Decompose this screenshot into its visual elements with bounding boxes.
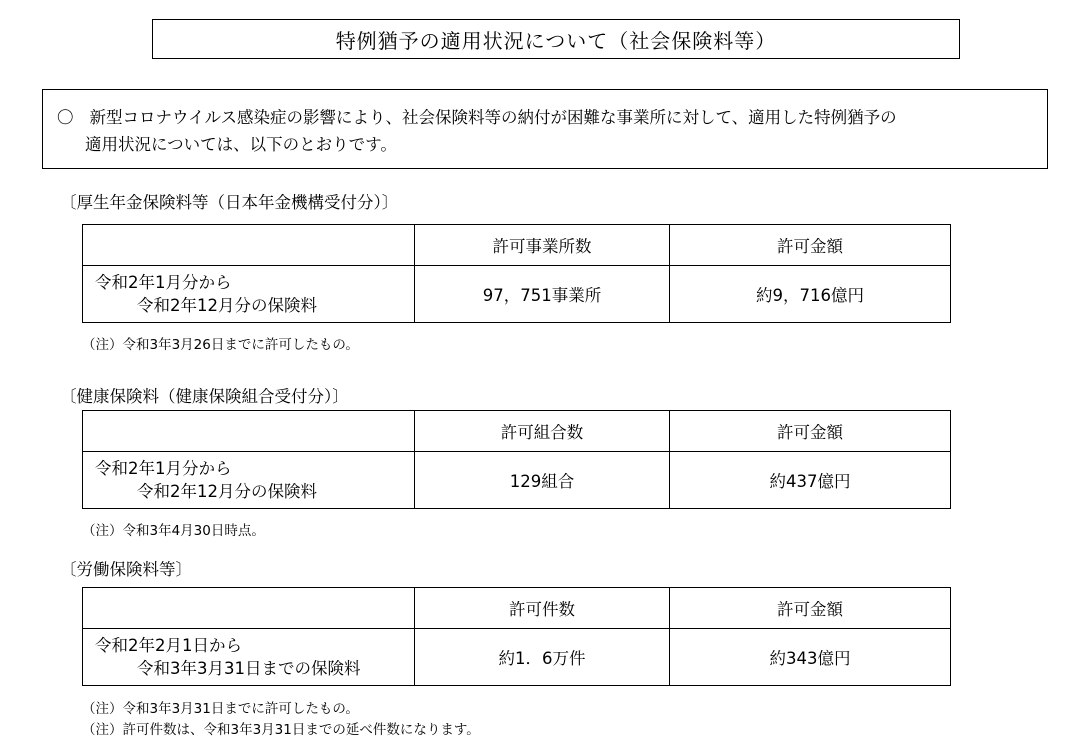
table-row (83, 629, 951, 686)
intro-line-1 (57, 104, 1031, 131)
period-line-1: 令和2年2月1日から (95, 636, 242, 655)
table-health (82, 410, 951, 509)
table-pension (82, 224, 951, 323)
header-amount: 許可金額 (670, 411, 951, 452)
header-amount: 許可金額 (670, 588, 951, 629)
header-amount: 許可金額 (670, 225, 951, 266)
period-line-2: 令和3年3月31日までの保険料 (137, 659, 361, 678)
note-health: （注）令和3年4月30日時点。 (82, 523, 265, 539)
period-cell (83, 452, 415, 509)
period-line-2: 令和2年12月分の保険料 (137, 482, 317, 501)
note-labor-1: （注）令和3年3月31日までに許可したもの。 (82, 701, 359, 717)
period-line-2: 令和2年12月分の保険料 (137, 296, 317, 315)
header-empty-cell (83, 225, 415, 266)
page-title: 特例猶予の適用状況について（社会保険料等） (152, 19, 960, 59)
count-cell: 129組合 (415, 452, 670, 509)
count-cell: 97，751事業所 (415, 266, 670, 323)
bullet-circle-icon: 〇 (57, 108, 74, 127)
table-header-row (83, 225, 951, 266)
table-header-row (83, 411, 951, 452)
table-labor (82, 587, 951, 686)
header-count: 許可組合数 (415, 411, 670, 452)
intro-text-1: 新型コロナウイルス感染症の影響により、社会保険料等の納付が困難な事業所に対して、適用した特例猶予の (89, 108, 897, 127)
section-heading-labor: 〔労働保険料等〕 (60, 560, 192, 579)
table-header-row (83, 588, 951, 629)
table-row (83, 452, 951, 509)
count-cell: 約1．6万件 (415, 629, 670, 686)
section-heading-health: 〔健康保険料（健康保険組合受付分）〕 (60, 387, 349, 406)
note-pension: （注）令和3年3月26日までに許可したもの。 (82, 337, 359, 353)
period-cell (83, 629, 415, 686)
amount-cell: 約343億円 (670, 629, 951, 686)
period-line-1: 令和2年1月分から (95, 273, 232, 292)
period-line-1: 令和2年1月分から (95, 459, 232, 478)
note-labor-2: （注）許可件数は、令和3年3月31日までの延べ件数になります。 (82, 722, 480, 738)
header-empty-cell (83, 588, 415, 629)
header-count: 許可事業所数 (415, 225, 670, 266)
header-empty-cell (83, 411, 415, 452)
period-cell (83, 266, 415, 323)
header-count: 許可件数 (415, 588, 670, 629)
section-heading-pension: 〔厚生年金保険料等（日本年金機構受付分）〕 (60, 193, 399, 212)
intro-text-2: 適用状況については、以下のとおりです。 (85, 135, 397, 154)
amount-cell: 約437億円 (670, 452, 951, 509)
intro-box (42, 89, 1048, 169)
amount-cell: 約9，716億円 (670, 266, 951, 323)
table-row (83, 266, 951, 323)
